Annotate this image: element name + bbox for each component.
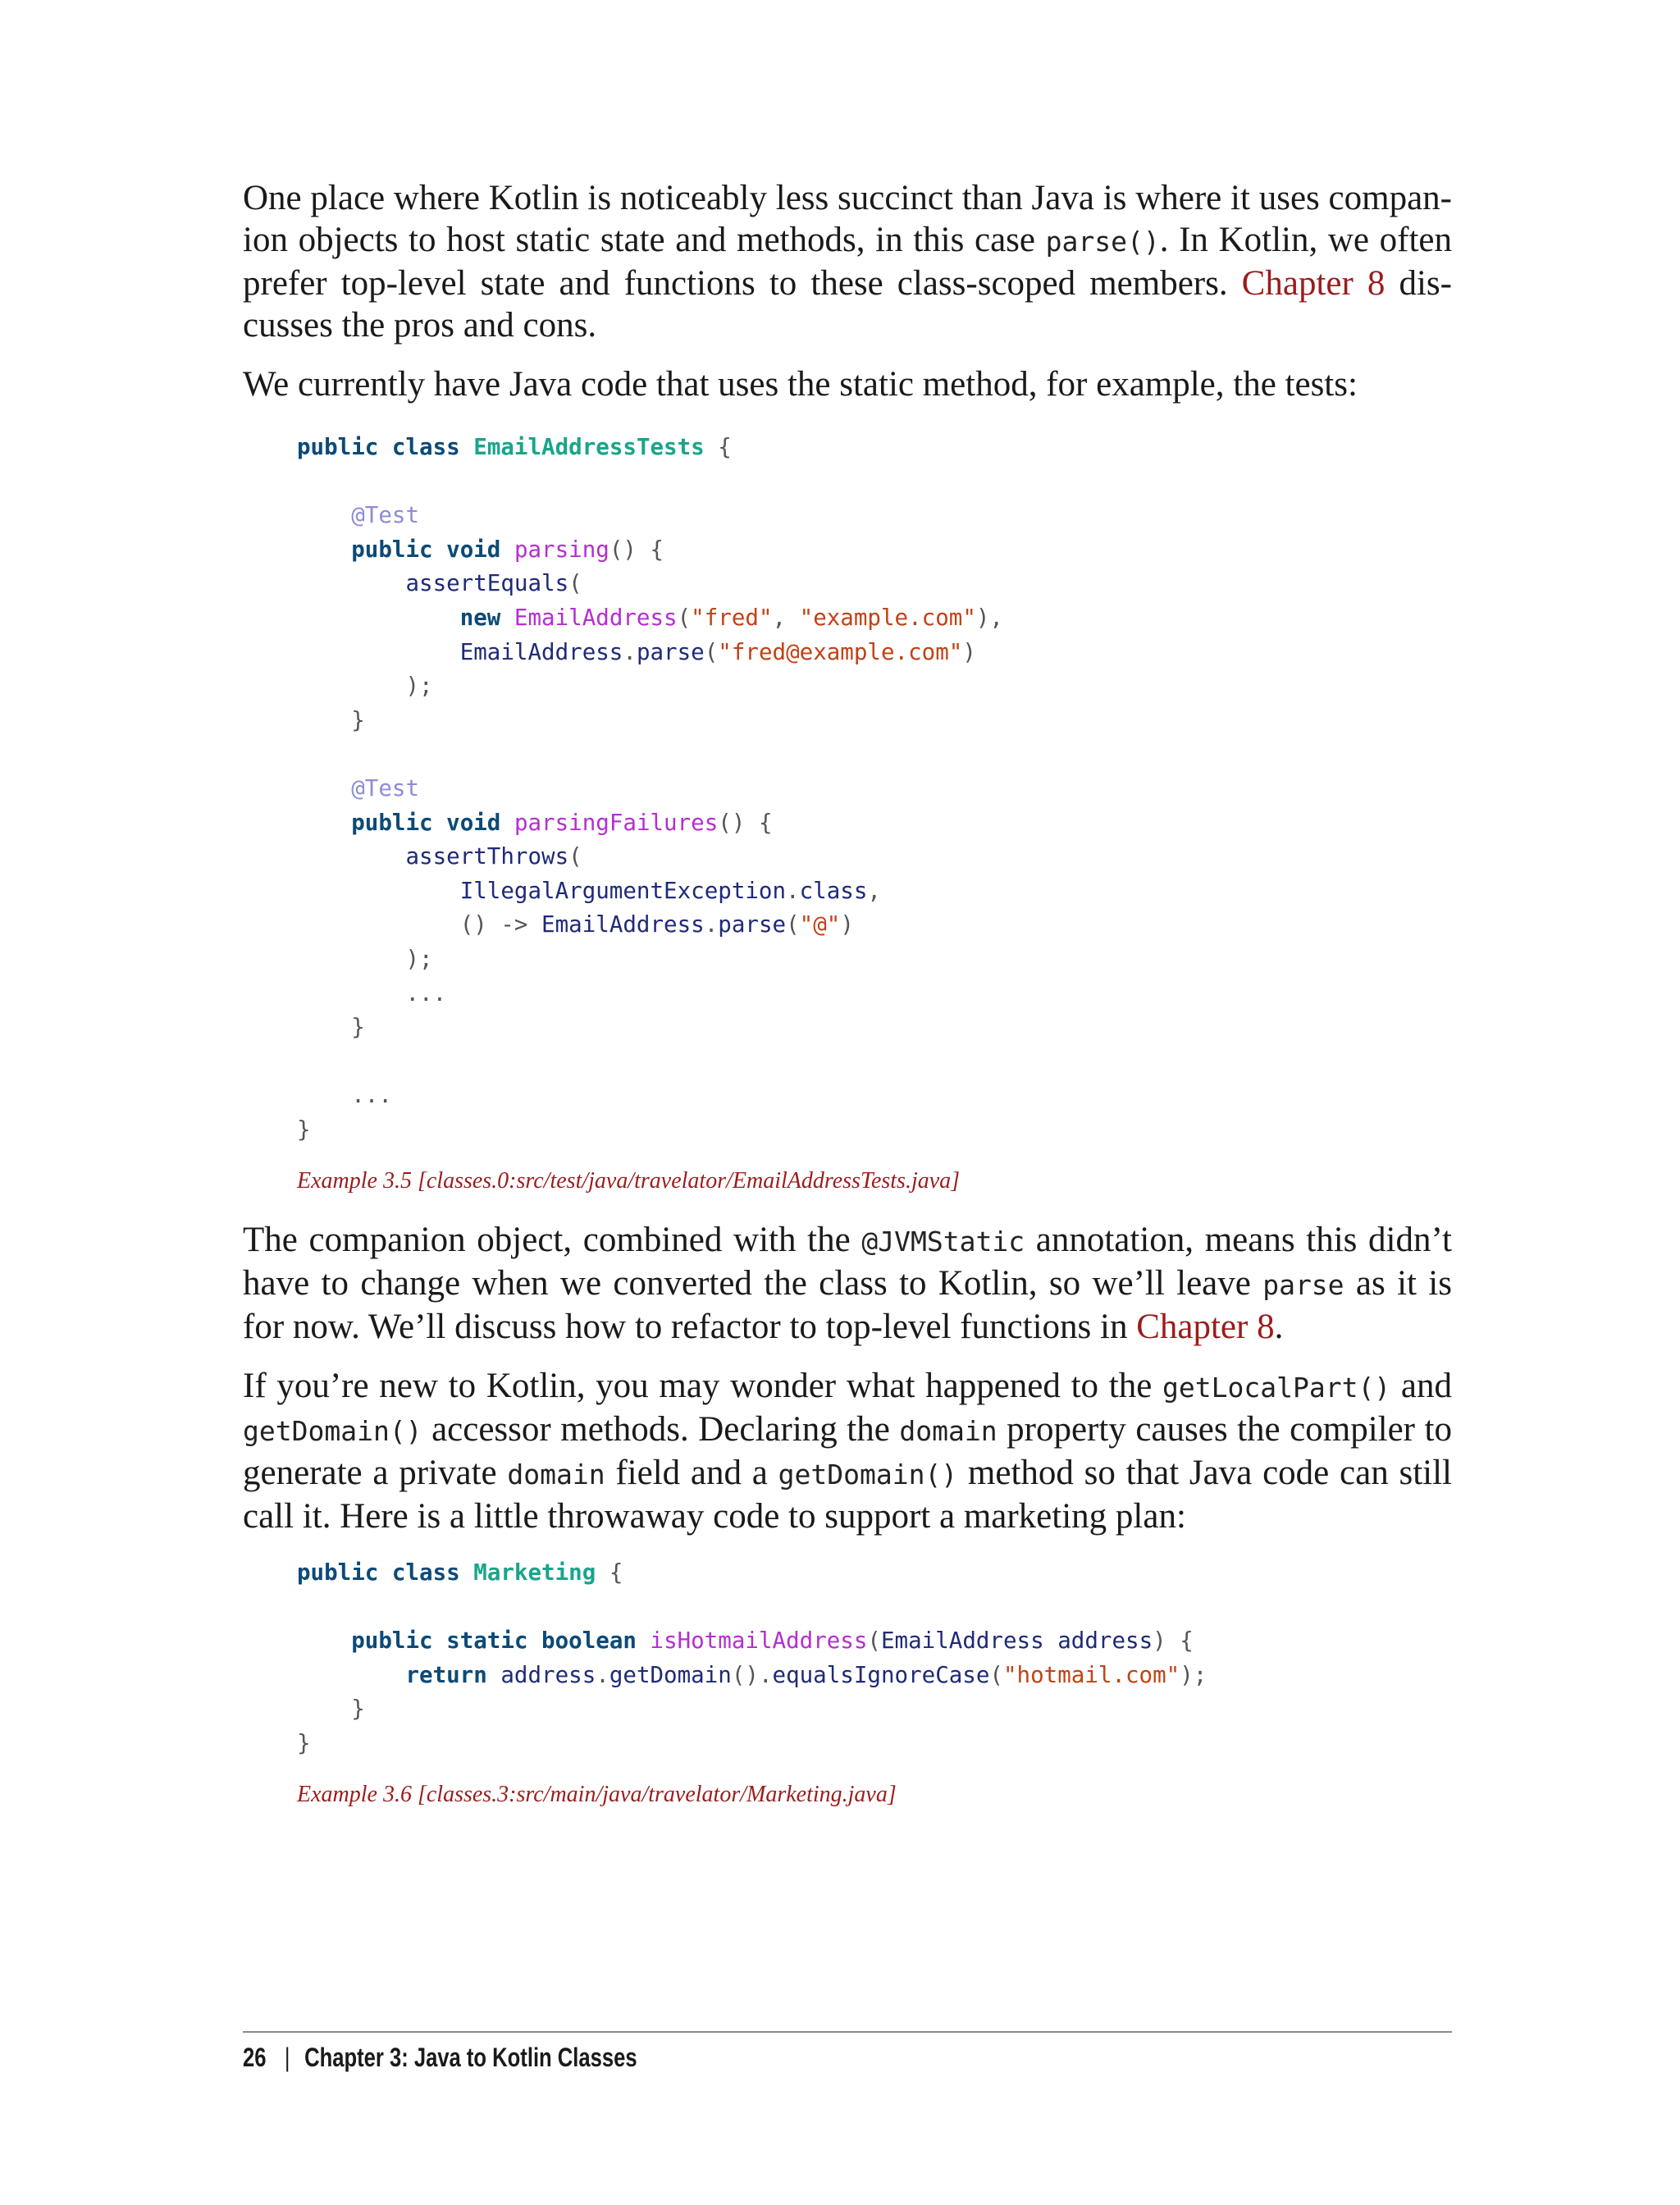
footer-separator: |: [284, 2043, 290, 2072]
text-run: field and a: [605, 1454, 778, 1492]
page-footer: [243, 2043, 637, 2073]
text-run: .: [1274, 1308, 1284, 1346]
text-run: and: [1390, 1367, 1452, 1405]
paragraph-accessor-methods: [243, 1365, 1452, 1537]
paragraph-java-tests-intro: We currently have Java code that uses the static method, for example, the tests:: [243, 365, 1358, 404]
text-run: annotation, means this didn’t have to change when we converted the class to Kotlin, so we’ll leave: [243, 1221, 1452, 1303]
inline-code-getlocalpart: getLocalPart(): [1162, 1372, 1391, 1404]
example-3-6-caption[interactable]: Example 3.6 [classes.3:src/main/java/travelator/Marketing.java]: [297, 1782, 897, 1807]
paragraph-jvmstatic: [243, 1219, 1452, 1348]
chapter-title: Chapter 3: Java to Kotlin Classes: [304, 2043, 637, 2072]
text-run: The companion object, combined with the: [243, 1221, 862, 1259]
paragraph-companion-objects: [243, 177, 1452, 346]
text-run: method so that Java code can still call it. Here is a little throwaway code to support a marketing plan:: [243, 1454, 1452, 1536]
text-run: discusses the pros and cons.: [243, 264, 1452, 345]
chapter-8-link[interactable]: Chapter 8: [1241, 264, 1386, 303]
text-run: as it is for now. We’ll discuss how to refactor to top-level functions in: [243, 1264, 1452, 1346]
inline-code-jvmstatic: @JVMStatic: [861, 1226, 1025, 1258]
chapter-8-link[interactable]: Chapter 8: [1136, 1308, 1275, 1346]
inline-code-parse: parse(): [1045, 226, 1160, 258]
footer-rule: [243, 2031, 1452, 2033]
inline-code-getdomain: getDomain(): [778, 1459, 958, 1491]
text-run: accessor methods. Declaring the: [422, 1410, 900, 1449]
inline-code-parse: parse: [1262, 1269, 1344, 1301]
inline-code-domain: domain: [507, 1459, 605, 1491]
code-block-email-address-tests: public class EmailAddressTests { @Test public void parsing() { assertEquals( new EmailAddress("fred", "example.com"), EmailAddress.parse("fred@example.com") ); } @Test public void parsingFailures() { assertThrows( IllegalArgumentException.class, () -> EmailAddress.parse("@") ); ... } ... }: [297, 434, 1003, 1143]
text-run: . In Kotlin, we often prefer top-level state and functions to these class-scoped members.: [243, 221, 1453, 303]
text-run: One place where Kotlin is noticeably less succinct than Java is where it uses companion objects to host static state and methods, in this case: [243, 179, 1452, 259]
inline-code-domain: domain: [899, 1415, 998, 1447]
page-number: 26: [243, 2043, 267, 2072]
code-block-marketing: public class Marketing { public static boolean isHotmailAddress(EmailAddress address) { return address.getDomain().equalsIgnoreCase("hotmail.com"); } }: [297, 1559, 1208, 1756]
text-run: property causes the compiler to generate a private: [243, 1410, 1452, 1492]
example-3-5-caption[interactable]: Example 3.5 [classes.0:src/test/java/travelator/EmailAddressTests.java]: [297, 1168, 961, 1194]
text-run: If you’re new to Kotlin, you may wonder what happened to the: [243, 1367, 1163, 1405]
inline-code-getdomain: getDomain(): [243, 1415, 422, 1447]
